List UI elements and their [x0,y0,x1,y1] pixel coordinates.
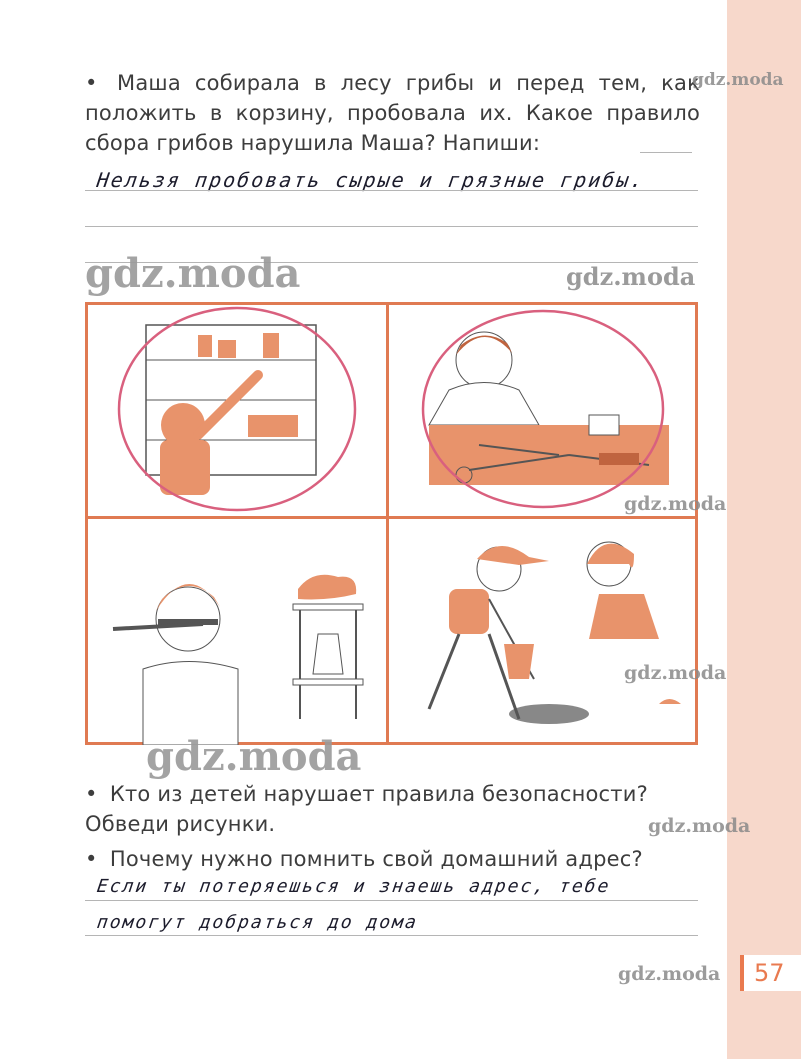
watermark: gdz.moda [85,250,301,297]
answer-3-line2: помогут добраться до дома [95,912,420,933]
answer-line [85,190,698,191]
question-3 [85,844,700,874]
page-number: 57 [740,955,801,991]
question-2-line1: Кто из детей нарушает правила безопасности? [109,782,648,806]
watermark: gdz.moda [624,493,727,515]
answer-line [85,226,698,227]
question-2-line2: Обведи рисунки. [85,812,276,836]
answer-line [85,935,698,936]
blank-line [640,152,692,153]
picture-mushrooms[interactable] [389,519,698,745]
answer-3-line1: Если ты потеряешься и знаешь адрес, тебе [95,876,612,897]
question-2-continuation [85,809,700,839]
watermark: gdz.moda [648,815,751,837]
picture-brushing-teeth[interactable] [88,519,386,745]
question-3-text: Почему нужно помнить свой домашний адрес? [109,847,643,871]
answer-line [85,900,698,901]
page-margin [727,0,801,1059]
watermark: gdz.moda [624,662,727,684]
picture-sharp-objects[interactable] [389,305,698,516]
watermark: gdz.moda [692,70,784,90]
picture-grid [85,302,698,745]
answer-1: Нельзя пробовать сырые и грязные грибы. [95,168,647,192]
question-2 [85,779,700,809]
watermark: gdz.moda [566,262,696,291]
question-1 [85,68,700,158]
picture-medicine-cabinet[interactable] [88,305,386,516]
watermark: gdz.moda [146,733,362,780]
watermark: gdz.moda [618,963,721,985]
question-1-text: Маша собирала в лесу грибы и перед тем, как положить в корзину, пробовала их. Какое правило сбора грибов нарушила Маша? Напиши: [85,71,700,155]
